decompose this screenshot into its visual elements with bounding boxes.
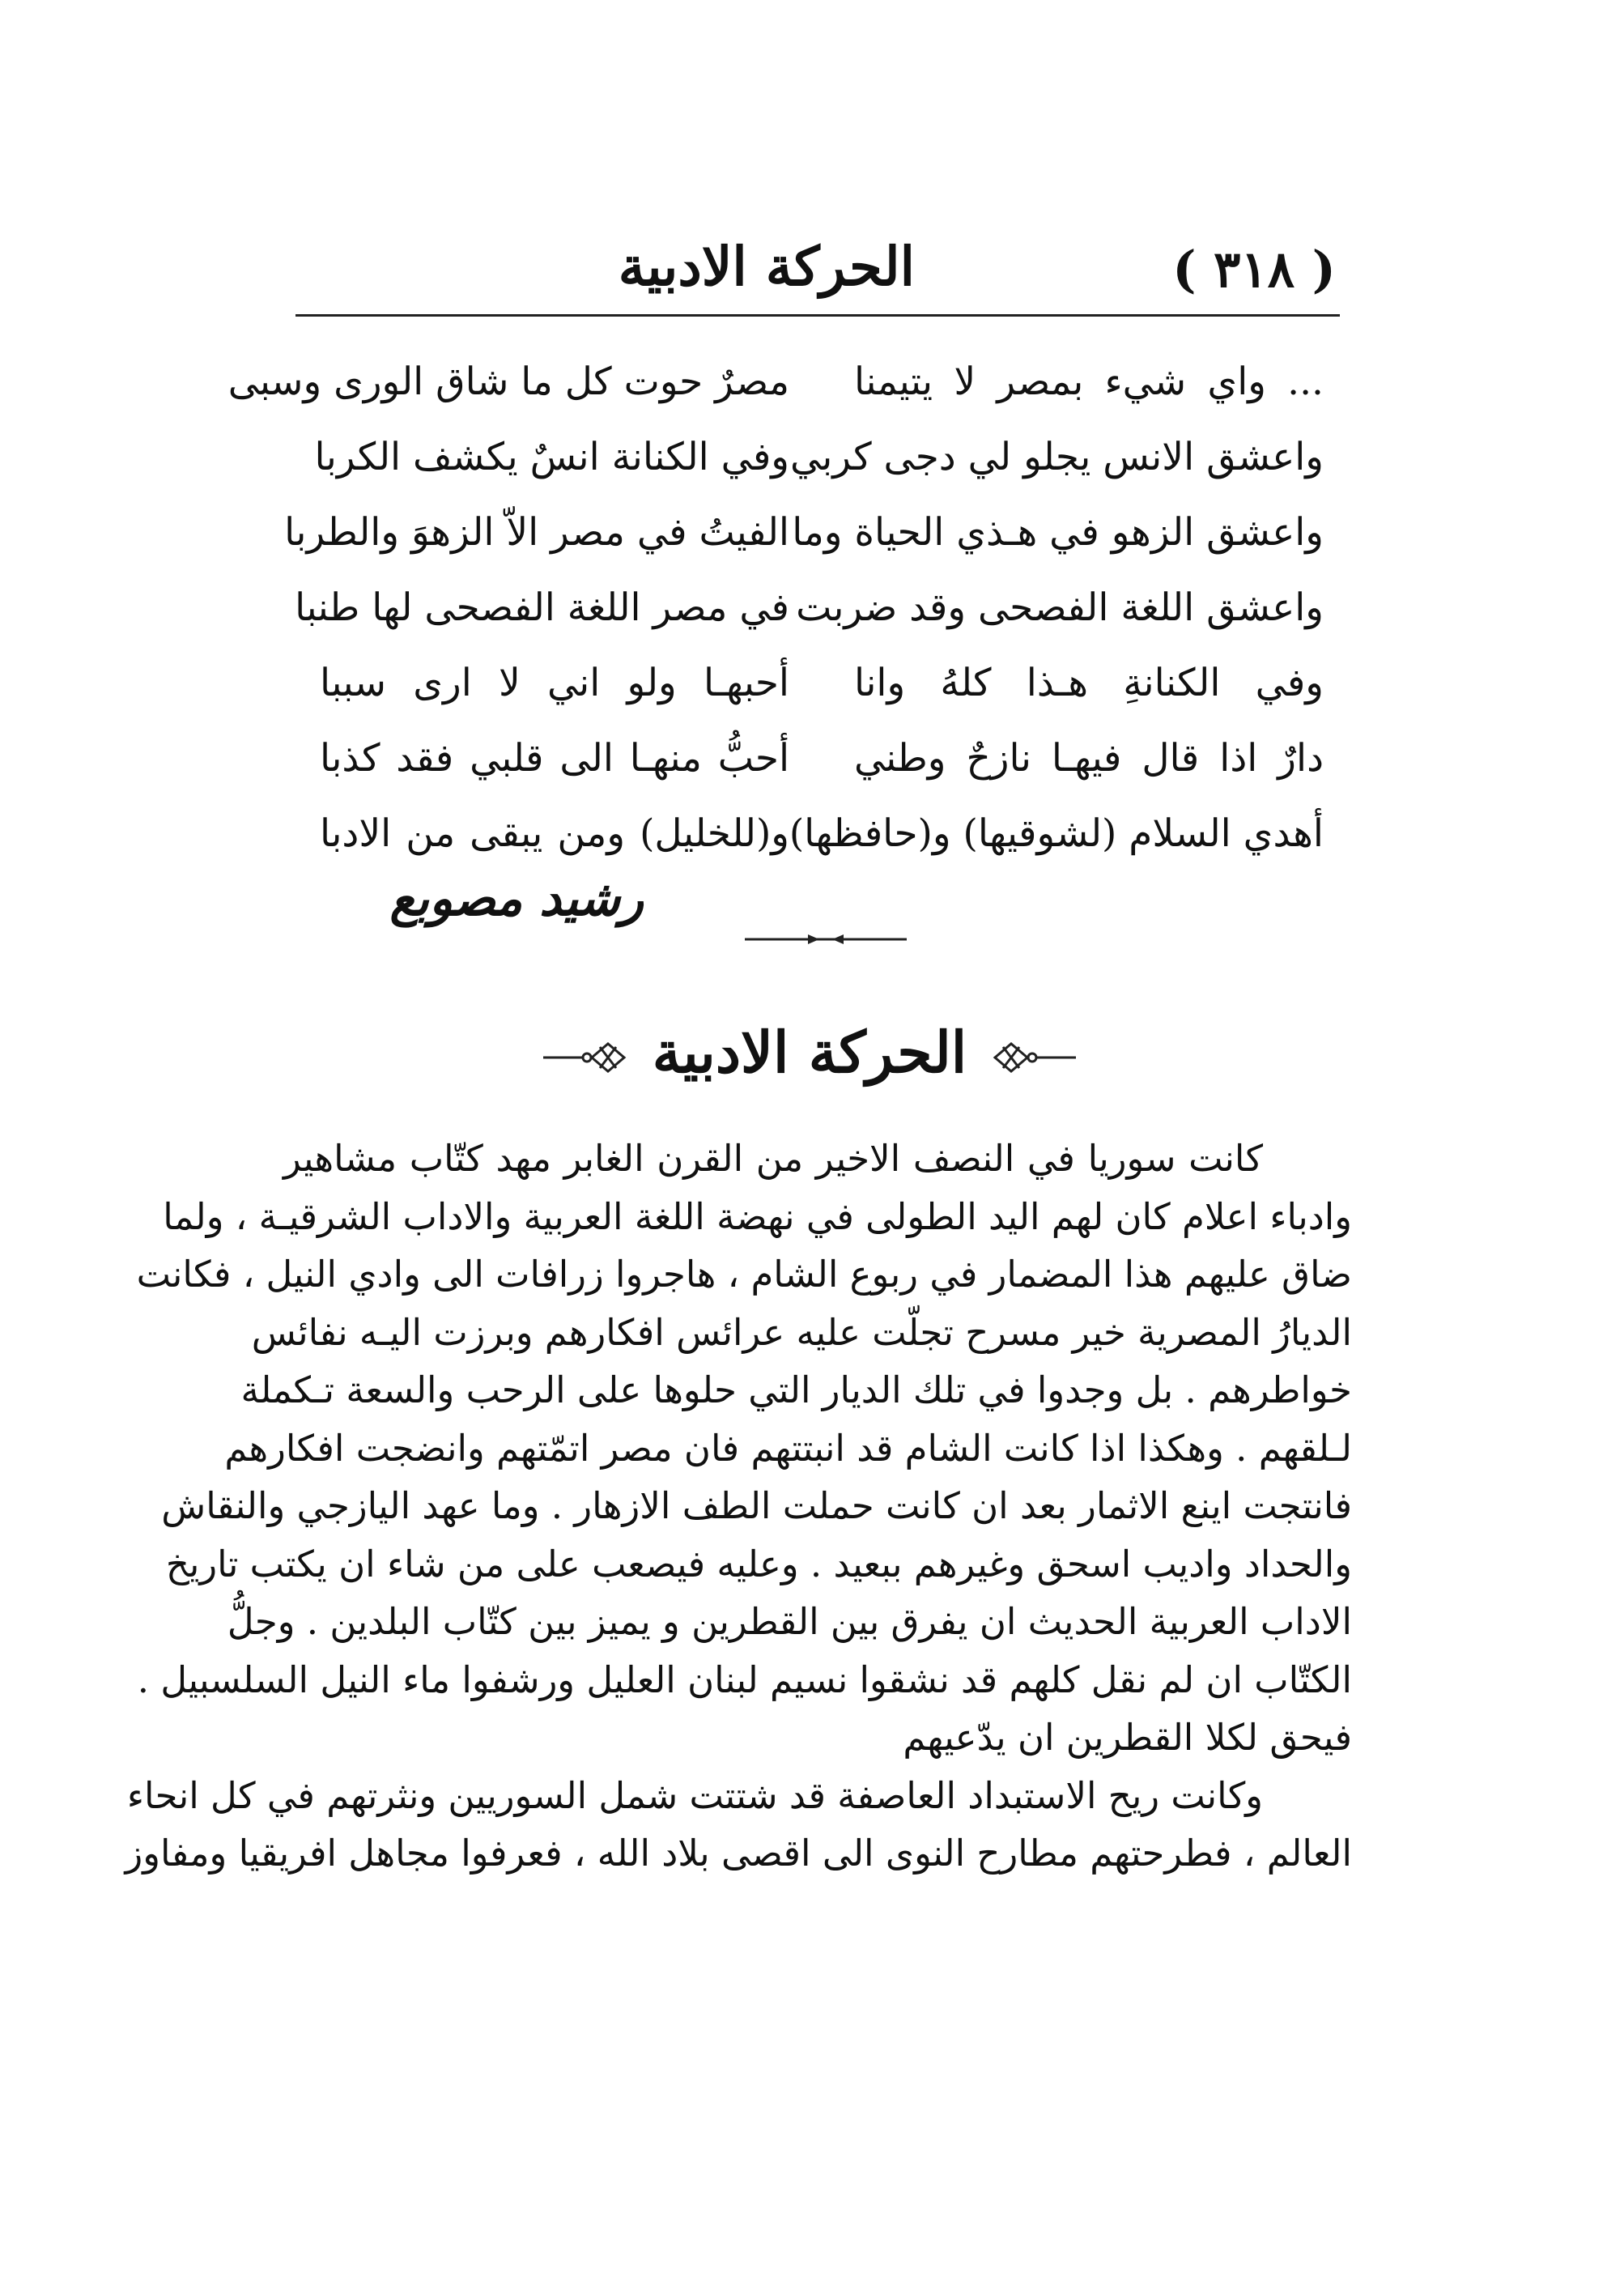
poem-verse [284, 495, 1324, 570]
body-line: كانت سوريا في النصف الاخير من القرن الغابر مهد كتّاب مشاهير [283, 1137, 1263, 1180]
hemistich-second: مصرٌ حوت كل ما شاق الورى وسبى [227, 360, 789, 404]
hemistich-first: واعشق الزهو في هـذي الحياة وما [792, 510, 1324, 555]
body-line: الكتّاب ان لم نقل كلهم قد نشقوا نسيم لبنان العليل ورشفوا ماء النيل السلسبيل . [137, 1658, 1352, 1701]
body-line: وادباء اعلام كان لهم اليد الطولى في نهضة اللغة العربية والاداب الشرقيـة ، ولما [163, 1194, 1352, 1238]
body-line: ضاق عليهم هذا المضمار في ربوع الشام ، هاجروا زرافات الى وادي النيل ، فكانت [136, 1253, 1352, 1296]
poem [227, 344, 1324, 871]
poem-verse [320, 721, 1324, 796]
hemistich-first: واعشق اللغة الفصحى وقد ضربت [796, 585, 1324, 630]
hemistich-second: في مصر اللغة الفصحى لها طنبا [295, 585, 789, 630]
hemistich-second: أحبُّ منهـا الى قلبي فقد كذبا [320, 736, 789, 781]
page-header [291, 225, 1336, 314]
poem-verse [314, 419, 1324, 495]
body-line: الديارُ المصرية خير مسرح تجلّت عليه عرائس افكارهم وبرزت اليـه نفائس [251, 1310, 1352, 1354]
section-heading [518, 1008, 1101, 1097]
hemistich-second: و(للخليل) ومن يبقى من الادبا [320, 811, 789, 856]
hemistich-second: وفي الكنانة انسٌ يكشف الكربا [314, 435, 789, 479]
body-line: وكانت ريح الاستبداد العاصفة قد شتتت شمل السوريين ونثرتهم في كل انحاء [126, 1773, 1263, 1817]
header-rule [295, 314, 1340, 317]
heading-ornament-right-icon [987, 1037, 1076, 1078]
section-title: الحركة الادبية [652, 1019, 967, 1086]
section-divider-ornament [745, 933, 907, 946]
page-number: ( ٣١٨ ) [1172, 240, 1336, 299]
body-line: الاداب العربية الحديث ان يفرق بين القطرين و يميز بين كتّاب البلدين . وجلُّ [227, 1600, 1352, 1643]
poem-verse [320, 645, 1324, 721]
heading-ornament-left-icon [543, 1037, 632, 1078]
hemistich-first: أهدي السلام (لشوقيها) و(حافظها) [789, 811, 1324, 856]
running-title: الحركة الادبية [618, 235, 915, 298]
poem-verse [295, 570, 1324, 645]
body-line: خواطرهم . بل وجدوا في تلك الديار التي حلوها على الرحب والسعة تـكملة [240, 1368, 1352, 1411]
hemistich-second: أحبهـا ولو اني لا ارى سببا [320, 661, 789, 705]
hemistich-first: دارٌ اذا قال فيهـا نازحٌ وطني [854, 736, 1324, 781]
poet-signature: رشيد مصوبع [389, 870, 644, 927]
body-line: العالم ، فطرحتهم مطارح النوى الى اقصى بلاد الله ، فعرفوا مجاهل افريقيا ومفاوز [125, 1832, 1352, 1875]
body-text [125, 1130, 1352, 1883]
body-line: فيحق لكلا القطرين ان يدّعيهم [903, 1716, 1352, 1759]
hemistich-first: واعشق الانس يجلو لي دجى كربي [790, 435, 1324, 479]
body-line: فانتجت اينع الاثمار بعد ان كانت حملت الطف الازهار . وما عهد اليازجي والنقاش [161, 1484, 1352, 1527]
poem-verse [227, 344, 1324, 419]
body-line: لـلقهم . وهكذا اذا كانت الشام قد انبتتهم فان مصر اتمّتهم وانضجت افكارهم [224, 1426, 1352, 1470]
body-line: والحداد واديب اسحق وغيرهم ببعيد . وعليه فيصعب على من شاء ان يكتب تاريخ [165, 1542, 1352, 1585]
hemistich-second: الفيتُ في مصر الاّ الزهوَ والطربا [284, 510, 789, 555]
hemistich-first: ... واي شيء بمصر لا يتيمنا [854, 360, 1324, 404]
poem-verse [320, 796, 1324, 871]
hemistich-first: وفي الكنانةِ هـذا كلهُ وانا [854, 661, 1324, 705]
